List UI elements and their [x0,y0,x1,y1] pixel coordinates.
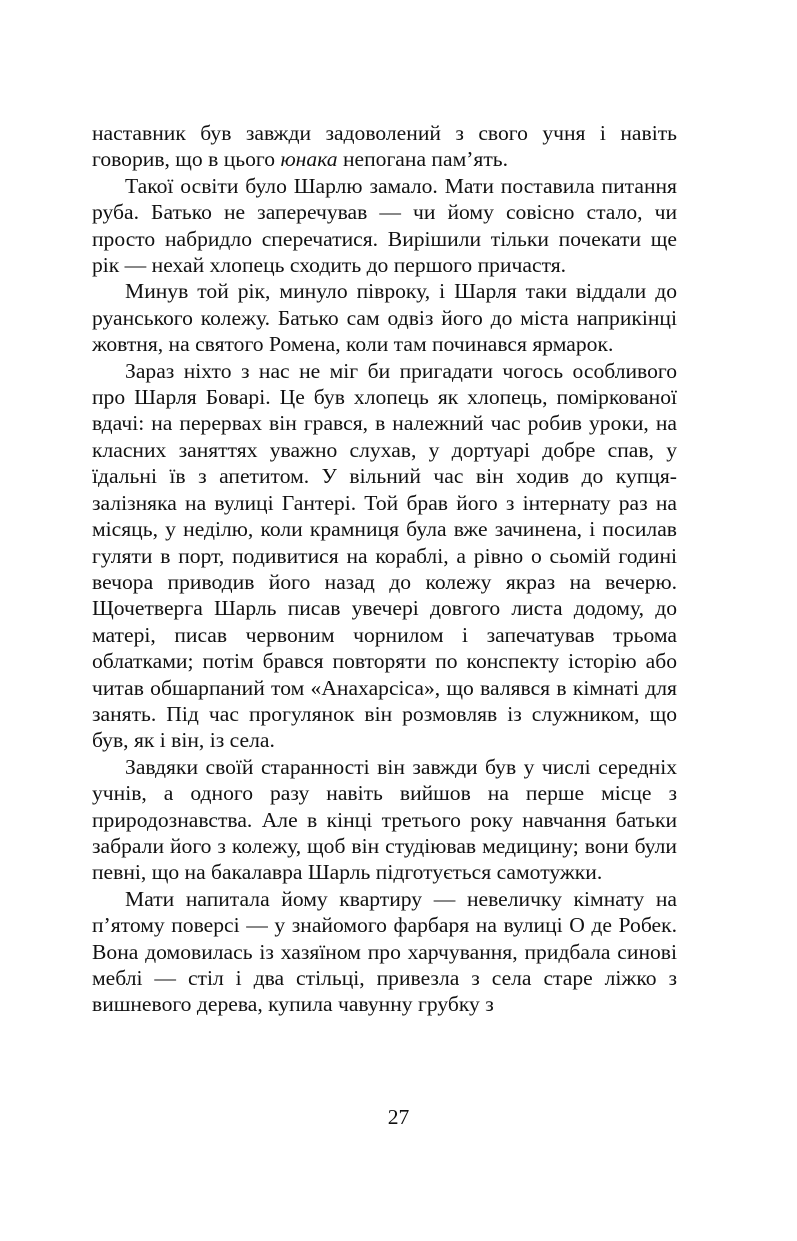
page-body [92,120,677,1018]
paragraph-5: Завдяки своїй старанності він завжди був у числі середніх учнів, а одного разу навіть вийшов на перше місце з природознавства. Але в кінці третього року навчання батьки забрали його з колежу, щоб він студіював медицину; вони були певні, що на бакалавра Шарль підготується самотужки. [92,754,677,885]
paragraph-1-text-start: наставник був завжди задоволений з свого учня і навіть говорив, що в цього [92,121,677,172]
page-number: 27 [387,1105,410,1129]
paragraph-3: Минув той рік, минуло півроку, і Шарля таки віддали до руанського колежу. Батько сам одвіз його до міста наприкінці жовтня, на святого Ромена, коли там починався ярмарок. [92,279,677,357]
paragraph-2: Такої освіти було Шарлю замало. Мати поставила питання руба. Батько не заперечував — чи йому совісно стало, чи просто набридло сперечатися. Вирішили тільки почекати ще рік — нехай хлопець сходить до першого причастя. [92,173,677,278]
paragraph-4: Зараз ніхто з нас не міг би пригадати чогось особливого про Шарля Боварі. Це був хлопець як хлопець, поміркованої вдачі: на перервах він грався, в належний час робив уроки, на класних заняттях уважно слухав, у дортуарі добре спав, у їдальні їв з апетитом. У вільний час він ходив до купця-залізняка на вулиці Гантері. Той брав його з інтернату раз на місяць, у неділю, коли крамниця була вже зачинена, і посилав гуляти в порт, подивитися на кораблі, а рівно о сьомій годині вечора приводив його назад до колежу якраз на вечерю. Щочетверга Шарль писав увечері довгого листа додому, до матері, писав червоним чорнилом і запечатував трьома облатками; потім брався повторяти по конспекту історію або читав обшарпаний том «Анахарсіса», що валявся в кімнаті для занять. Під час прогулянок він розмовляв із служником, що був, як і він, із села. [92,358,677,753]
paragraph-1-italic-word: юнака [280,147,338,172]
paragraph-1-text-end: непогана пам’ять. [337,147,509,172]
paragraph-6: Мати напитала йому квартиру — невеличку кімнату на п’ятому поверсі — у знайомого фарбаря на вулиці О де Робек. Вона домовилась із хазяїном про харчування, придбала синові меблі — стіл і два стільці, привезла з села старе ліжко з вишневого дерева, купила чавунну грубку з [92,886,677,1017]
paragraph-1 [92,120,677,173]
